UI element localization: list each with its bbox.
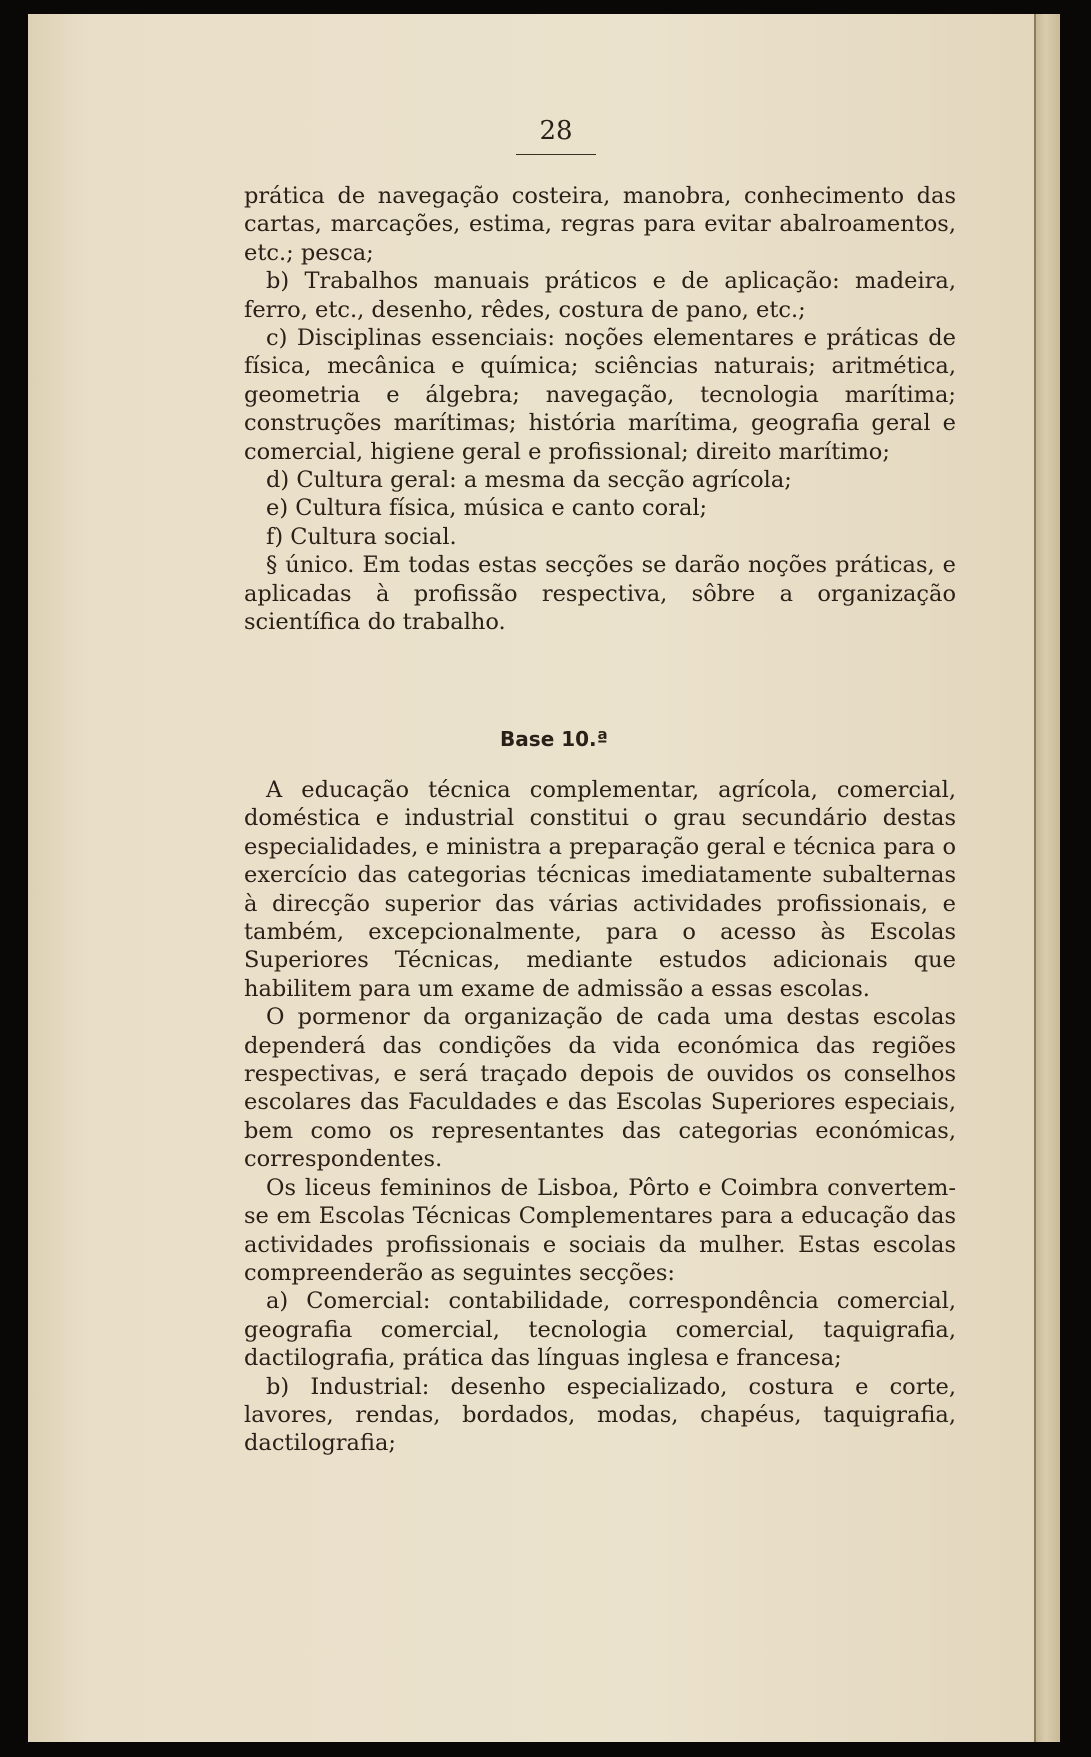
text-block-lower [244,776,956,1458]
paragraph: f) Cultura social. [266,523,457,550]
paragraph: § único. Em todas estas secções se darão noções práticas, e aplicadas à profissão respectiva, sôbre a organização scientífica do trabalho. [244,552,956,636]
paragraph: a) Comercial: contabilidade, correspondência comercial, geografia comercial, tecnologia comercial, taquigrafia, dactilografia, prática das línguas inglesa e francesa; [244,1288,956,1372]
paragraph: O pormenor da organização de cada uma destas escolas dependerá das condições da vida económica das regiões respectivas, e será traçado depois de ouvidos os conselhos escolares das Faculdades e das Escolas Superiores especiais, bem como os representantes das categorias económicas, correspondentes. [244,1004,956,1173]
paragraph: Os liceus femininos de Lisboa, Pôrto e Coimbra convertem-se em Escolas Técnicas Complementares para a educação das actividades profissionais e sociais da mulher. Estas escolas compreenderão as seguintes secções: [244,1174,956,1286]
page-edge [1034,14,1060,1742]
paragraph: b) Trabalhos manuais práticos e de aplicação: madeira, ferro, etc., desenho, rêdes, costura de pano, etc.; [244,268,956,323]
paragraph: c) Disciplinas essenciais: noções elementares e práticas de física, mecânica e química; sciências naturais; aritmética, geometria e álgebra; navegação, tecnologia marítima; construções marítimas; história marítima, geografia geral e comercial, higiene geral e profissional; direito marítimo; [244,325,956,465]
section-heading: Base 10.ª [500,727,608,751]
paragraph: prática de navegação costeira, manobra, conhecimento das cartas, marcações, estima, regras para evitar abalroamentos, etc.; pesca; [244,183,956,266]
paragraph: A educação técnica complementar, agrícola, comercial, doméstica e industrial constitui o grau secundário destas especialidades, e ministra a preparação geral e técnica para o exercício das categorias técnicas imediatamente subalternas à direcção superior das várias actividades profissionais, e também, excepcionalmente, para o acesso às Escolas Superiores Técnicas, mediante estudos adicionais que habilitem para um exame de admissão a essas escolas. [244,777,956,1002]
text-block-upper [244,182,956,637]
paragraph: d) Cultura geral: a mesma da secção agrícola; [266,467,792,494]
page-number-rule [516,154,596,155]
paragraph: b) Industrial: desenho especializado, costura e corte, lavores, rendas, bordados, modas, chapéus, taquigrafia, dactilografia; [244,1373,956,1457]
page-number: 28 [539,116,573,146]
paragraph: e) Cultura física, música e canto coral; [266,495,708,522]
